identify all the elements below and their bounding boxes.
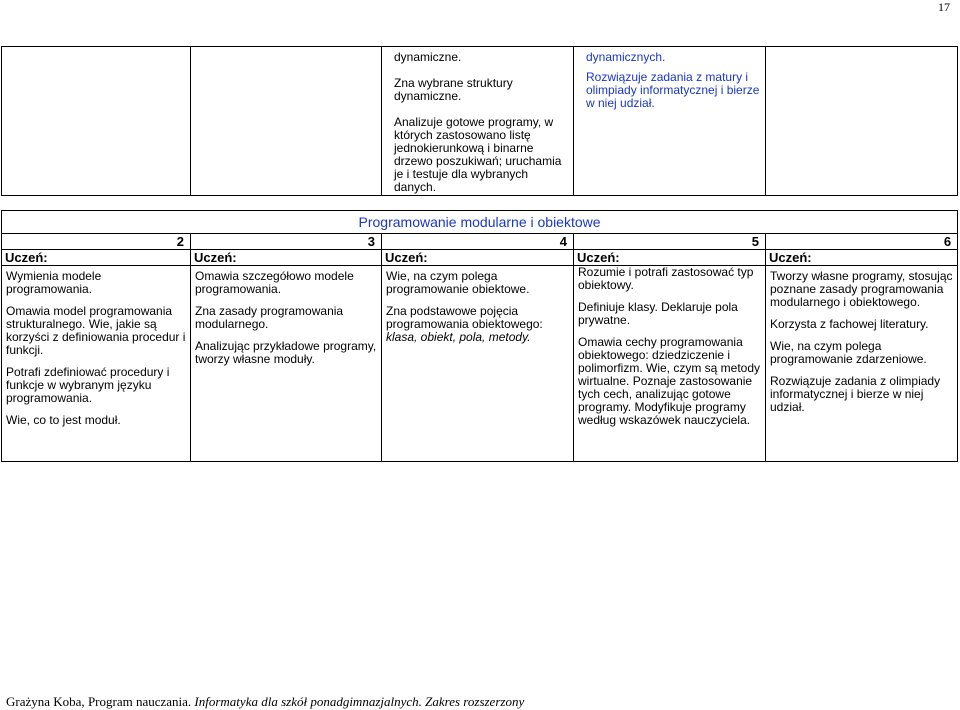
requirement-text: Omawia model programowania strukturalnego. Wie, jakie są korzyści z definiowania procedur i funkcji. bbox=[6, 304, 186, 357]
page-footer bbox=[6, 694, 524, 710]
top-col4-text-3: Analizuje gotowe programy, w których zastosowano listę jednokierunkową i binarne drzewo poszukiwań; uruchamia je i testuje dla wybranych danych. bbox=[394, 115, 562, 194]
student-label: Uczeń: bbox=[766, 250, 958, 266]
student-label: Uczeń: bbox=[191, 250, 382, 266]
section-table bbox=[1, 210, 958, 462]
content-cell-6 bbox=[766, 266, 958, 462]
top-col4-text-1: dynamiczne. bbox=[394, 50, 462, 64]
requirement-text: Potrafi zdefiniować procedury i funkcje w wybranym języku programowania. bbox=[6, 365, 170, 405]
content-cell-3 bbox=[191, 266, 382, 462]
content-row bbox=[2, 266, 958, 462]
requirement-text: Wie, na czym polega programowanie zdarzeniowe. bbox=[770, 339, 927, 366]
requirement-terms: klasa, obiekt, pola, metody. bbox=[386, 330, 531, 344]
continuation-table bbox=[1, 46, 958, 196]
top-cell-4 bbox=[382, 47, 574, 196]
requirement-text: Definiuje klasy. Deklaruje pola prywatne. bbox=[578, 300, 738, 327]
grade-number: 5 bbox=[574, 234, 766, 250]
requirement-text: Wymienia modele programowania. bbox=[6, 269, 102, 296]
footer-program: Program nauczania. bbox=[84, 694, 192, 709]
requirement-text: Wie, co to jest moduł. bbox=[6, 413, 121, 427]
top-cell-3 bbox=[191, 47, 382, 196]
requirement-text-part: Zna podstawowe pojęcia programowania obiektowego: bbox=[386, 304, 543, 331]
footer-author: Grażyna Koba, bbox=[6, 694, 85, 709]
student-label: Uczeń: bbox=[574, 250, 766, 266]
content-cell-2 bbox=[2, 266, 191, 462]
requirement-text: Omawia cechy programowania obiektowego: dziedziczenie i polimorfizm. Wie, czym są metody wirtualne. Poznaje zastosowanie tych cech, analizując gotowe programy. Modyfikuje programy według wskazówek nauczyciela. bbox=[578, 335, 761, 427]
grade-number: 4 bbox=[382, 234, 574, 250]
content-cell-4 bbox=[382, 266, 574, 462]
requirement-text: Analizując przykładowe programy, tworzy własne moduły. bbox=[195, 339, 377, 366]
top-cell-6 bbox=[766, 47, 958, 196]
top-col5-text-2: Rozwiązuje zadania z matury i olimpiady informatycznej i bierze w niej udział. bbox=[586, 70, 760, 110]
top-cell-5 bbox=[574, 47, 766, 196]
requirement-text: Zna zasady programowania modularnego. bbox=[195, 304, 344, 331]
grade-number: 3 bbox=[191, 234, 382, 250]
grade-number: 6 bbox=[766, 234, 958, 250]
top-col5-text-1: dynamicznych. bbox=[586, 50, 666, 64]
requirement-text: Wie, na czym polega programowanie obiektowe. bbox=[386, 269, 530, 296]
grade-number: 2 bbox=[2, 234, 191, 250]
student-label: Uczeń: bbox=[382, 250, 574, 266]
student-header-row bbox=[2, 250, 958, 266]
requirement-text: Tworzy własne programy, stosując poznane zasady programowania modularnego i obiektowego. bbox=[770, 269, 953, 309]
requirement-text bbox=[386, 305, 570, 344]
page-number: 17 bbox=[938, 0, 950, 14]
requirement-text: Korzysta z fachowej literatury. bbox=[770, 317, 929, 331]
section-title: Programowanie modularne i obiektowe bbox=[2, 211, 958, 234]
requirement-text: Rozwiązuje zadania z olimpiady informatycznej i bierze w niej udział. bbox=[770, 374, 941, 414]
content-cell-5 bbox=[574, 266, 766, 462]
student-label: Uczeń: bbox=[2, 250, 191, 266]
top-col4-text-2: Zna wybrane struktury dynamiczne. bbox=[394, 76, 513, 103]
requirement-text: Rozumie i potrafi zastosować typ obiektowy. bbox=[578, 265, 754, 292]
footer-title: Informatyka dla szkół ponadgimnazjalnych. Zakres rozszerzony bbox=[191, 694, 525, 709]
grade-number-row bbox=[2, 234, 958, 250]
top-cell-2 bbox=[2, 47, 191, 196]
requirement-text: Omawia szczegółowo modele programowania. bbox=[195, 269, 354, 296]
